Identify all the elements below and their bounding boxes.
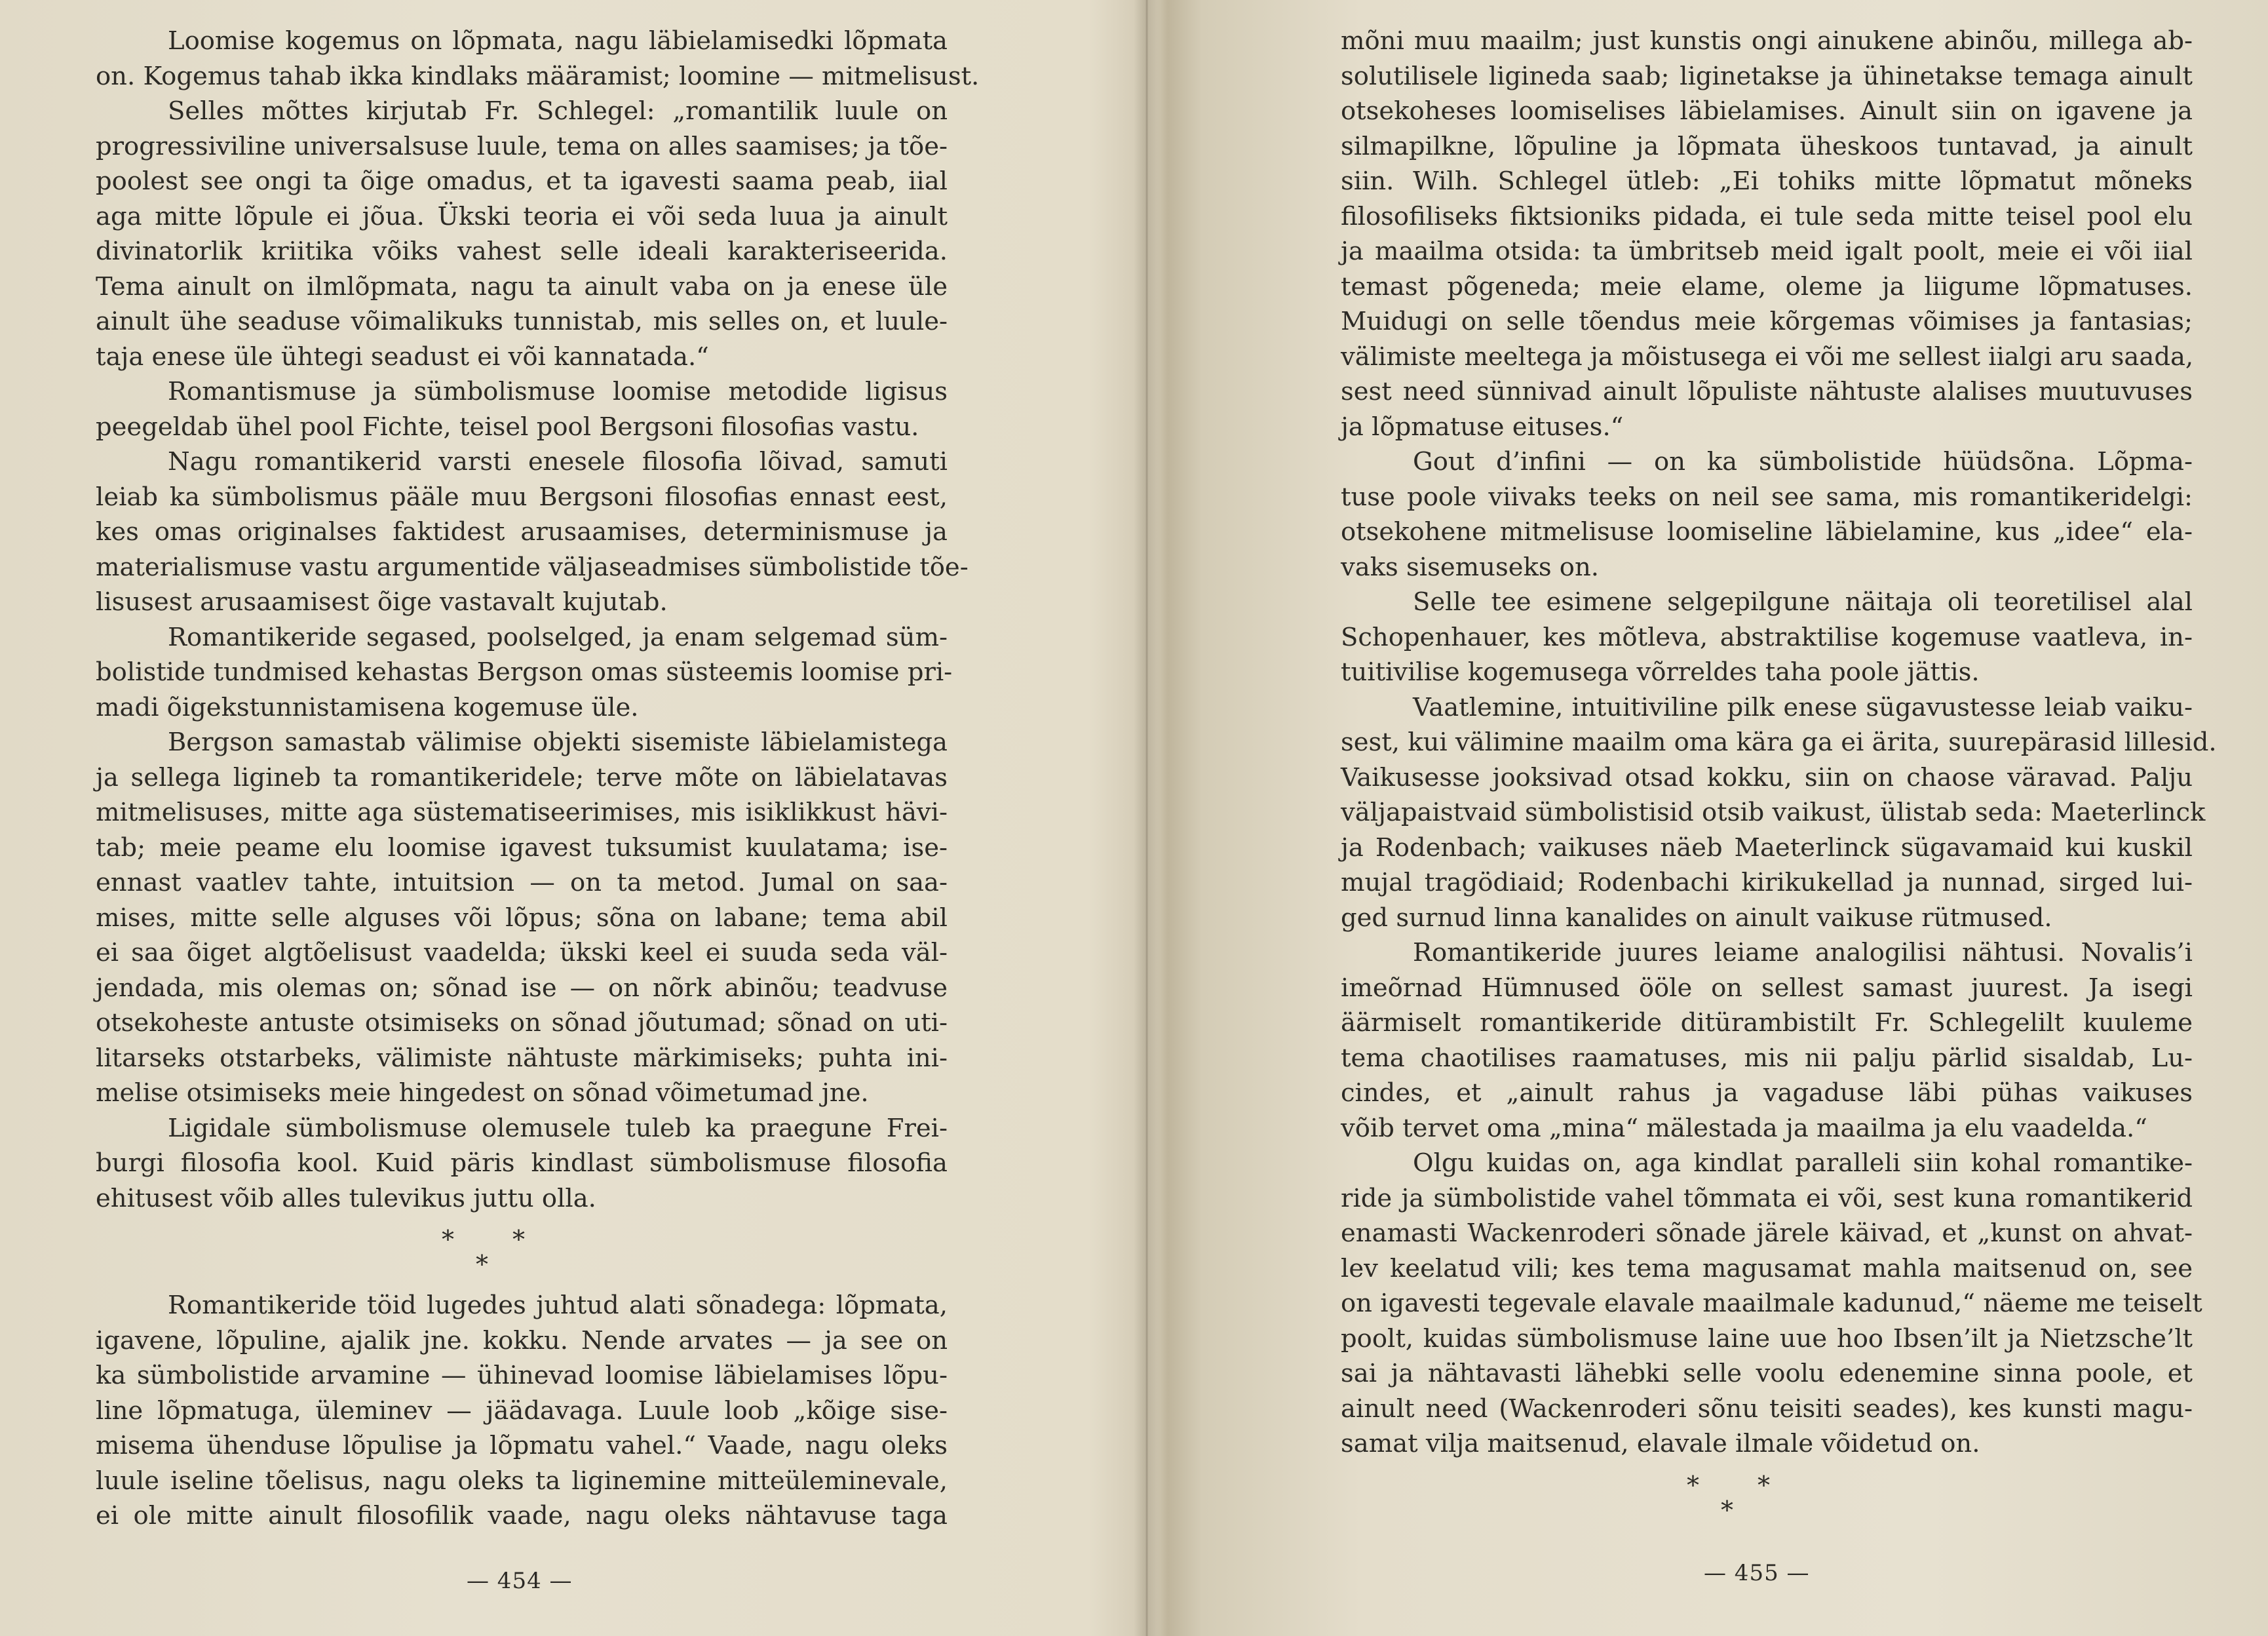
text-line: Olgu kuidas on, aga kindlat paralleli siin kohal romantike-: [1413, 1148, 2193, 1178]
text-line: Selle tee esimene selgepilgune näitaja oli teoretilisel alal: [1413, 587, 2193, 617]
text-line: solutilisele ligineda saab; liginetakse ja ühinetakse temaga ainult: [1341, 61, 2193, 91]
text-line: luule iseline tõelisus, nagu oleks ta liginemine mitteüleminevale,: [96, 1466, 948, 1496]
text-line: ged surnud linna kanalides on ainult vaikuse rütmused.: [1341, 903, 2052, 933]
text-line: Bergson samastab välimise objekti sisemiste läbielamistega: [168, 728, 948, 757]
text-line: sest need sünnivad ainult lõpuliste nähtuste alalises muutuvuses: [1341, 377, 2193, 406]
text-line: madi õigekstunnistamisena kogemuse üle.: [96, 692, 639, 722]
text-line: litarseks otstarbeks, välimiste nähtuste märkimiseks; puhta ini-: [96, 1043, 948, 1073]
section-separator-right: [1341, 1462, 2193, 1534]
text-line: imeõrnad Hümnused ööle on sellest samast juurest. Ja isegi: [1341, 973, 2193, 1003]
text-line: samat vilja maitsenud, elavale ilmale võidetud on.: [1341, 1429, 1980, 1458]
text-line: materialismuse vastu argumentide väljaseadmises sümbolistide tõe-: [96, 552, 969, 582]
text-line: ei ole mitte ainult filosofilik vaade, nagu oleks nähtavuse taga: [96, 1501, 948, 1530]
text-line: peegeldab ühel pool Fichte, teisel pool Bergsoni filosofias vastu.: [96, 412, 919, 442]
text-line: otsekoheses loomiselises läbielamises. Ainult siin on igavene ja: [1341, 96, 2193, 126]
text-line: filosofiliseks fiktsioniks pidada, ei tule seda mitte teisel pool elu: [1341, 201, 2193, 231]
text-line: line lõpmatuga, üleminev — jäädavaga. Luule loob „kõige sise-: [96, 1395, 948, 1426]
left-page: [96, 24, 980, 1534]
text-line: äärmiselt romantikeride ditürambistilt Fr. Schlegelilt kuuleme: [1341, 1008, 2193, 1038]
left-page-text: [96, 24, 980, 1216]
text-line: ride ja sümbolistide vahel tõmmata ei või, sest kuna romantikerid: [1341, 1183, 2193, 1213]
text-line: silmapilkne, lõpuline ja lõpmata üheskoos tuntavad, ja ainult: [1341, 131, 2193, 161]
text-line: ja maailma otsida: ta ümbritseb meid igalt poolt, meie ei või iial: [1341, 237, 2193, 266]
text-line: väljapaistvaid sümbolistisid otsib vaikust, ülistab seda: Maeterlinck: [1341, 798, 2206, 827]
text-line: on igavesti tegevale elavale maailmale kadunud,“ näeme me teiselt: [1341, 1289, 2202, 1318]
text-line: tuitivilise kogemusega võrreldes taha poole jättis.: [1341, 657, 1980, 687]
text-line: mitmelisuses, mitte aga süstematiseerimises, mis isiklikkust hävi-: [96, 798, 948, 827]
text-line: siin. Wilh. Schlegel ütleb: „Ei tohiks mitte lõpmatut mõneks: [1341, 166, 2193, 196]
text-line: välimiste meeltega ja mõistusega ei või me sellest iialgi aru saada,: [1341, 341, 2194, 372]
page-number-left: — 454 —: [467, 1568, 573, 1594]
text-line: ehitusest võib alles tulevikus juttu olla.: [96, 1183, 596, 1213]
text-line: Nagu romantikerid varsti enesele filosofia lõivad, samuti: [168, 447, 948, 477]
text-line: Schopenhauer, kes mõtleva, abstraktilise kogemuse vaatleva, in-: [1341, 622, 2193, 652]
text-line: taja enese üle ühtegi seadust ei või kannatada.“: [96, 341, 709, 372]
separator-star: *: [512, 1225, 525, 1254]
text-line: võib tervet oma „mina“ mälestada ja maailma ja elu vaadelda.“: [1341, 1113, 2147, 1143]
text-line: Romantismuse ja sümbolismuse loomise metodide ligisus: [168, 377, 948, 406]
text-line: otsekoheste antuste otsimiseks on sõnad jõutumad; sõnad on uti-: [96, 1008, 948, 1038]
text-line: jendada, mis olemas on; sõnad ise — on nõrk abinõu; teadvuse: [96, 973, 948, 1003]
text-line: Selles mõttes kirjutab Fr. Schlegel: „romantilik luule on: [168, 96, 948, 126]
text-line: aga mitte lõpule ei jõua. Ükski teoria ei või seda luua ja ainult: [96, 201, 948, 231]
text-line: ja lõpmatuse eituses.“: [1341, 412, 1624, 442]
text-line: melise otsimiseks meie hingedest on sõnad võimetumad jne.: [96, 1078, 869, 1108]
text-line: on. Kogemus tahab ikka kindlaks määramist; loomine — mitmelisust.: [96, 61, 980, 91]
text-line: burgi filosofia kool. Kuid päris kindlast sümbolismuse filosofia: [96, 1148, 948, 1178]
text-line: ainult ühe seaduse võimalikuks tunnistab, mis selles on, et luule-: [96, 307, 948, 336]
text-line: sest, kui välimine maailm oma kära ga ei ärita, suurepärasid lillesid.: [1341, 728, 2217, 757]
text-line: Vaatlemine, intuitiviline pilk enese sügavustesse leiab vaiku-: [1413, 692, 2193, 722]
right-page-text: [1341, 24, 2217, 1462]
page-number-right: — 455 —: [1704, 1560, 1810, 1586]
text-line: progressiviline universalsuse luule, tema on alles saamises; ja tõe-: [96, 131, 948, 161]
text-line: divinatorlik kriitika võiks vahest selle ideali karakteriseerida.: [96, 237, 948, 266]
text-line: tema chaotilises raamatuses, mis nii palju pärlid sisaldab, Lu-: [1341, 1043, 2193, 1073]
text-line: cindes, et „ainult rahus ja vagaduse läbi pühas vaikuses: [1341, 1078, 2193, 1108]
text-line: Ligidale sümbolismuse olemusele tuleb ka praegune Frei-: [168, 1113, 948, 1143]
separator-star: *: [442, 1225, 454, 1254]
text-line: poolt, kuidas sümbolismuse laine uue hoo Ibsen’ilt ja Nietzsche’lt: [1341, 1323, 2193, 1354]
text-line: Romantikeride segased, poolselged, ja enam selgemad süm-: [168, 622, 948, 652]
text-line: ja sellega ligineb ta romantikeridele; terve mõte on läbielatavas: [96, 762, 948, 792]
separator-star: *: [1721, 1495, 1733, 1525]
left-page-text-continued: [96, 1288, 948, 1534]
text-line: mujal tragödiaid; Rodenbachi kirikukellad ja nunnad, sirged lui-: [1341, 868, 2193, 897]
text-line: kes omas originalses faktidest arusaamises, determinismuse ja: [96, 517, 948, 547]
text-line: Tema ainult on ilmlõpmata, nagu ta ainult vaba on ja enese üle: [96, 271, 948, 302]
separator-star: *: [1687, 1470, 1699, 1500]
text-line: Loomise kogemus on lõpmata, nagu läbielamisedki lõpmata: [168, 26, 948, 56]
text-line: Romantikeride töid lugedes juhtud alati sõnadega: lõpmata,: [168, 1291, 948, 1320]
text-line: leiab ka sümbolismus pääle muu Bergsoni filosofias ennast eest,: [96, 482, 948, 512]
text-line: bolistide tundmised kehastas Bergson omas süsteemis loomise pri-: [96, 657, 953, 687]
book-gutter: [1134, 0, 1160, 1636]
text-line: lisusest arusaamisest õige vastavalt kujutab.: [96, 587, 668, 617]
text-line: enamasti Wackenroderi sõnade järele käivad, et „kunst on ahvat-: [1341, 1218, 2193, 1248]
text-line: poolest see ongi ta õige omadus, et ta igavesti saama peab, iial: [96, 166, 948, 196]
text-line: misema ühenduse lõpulise ja lõpmatu vahel.“ Vaade, nagu oleks: [96, 1431, 948, 1460]
text-line: Muidugi on selle tõendus meie kõrgemas võimises ja fantasias;: [1341, 307, 2193, 336]
separator-star: *: [476, 1250, 488, 1279]
text-line: ka sümbolistide arvamine — ühinevad loomise läbielamises lõpu-: [96, 1361, 948, 1390]
text-line: temast põgeneda; meie elame, oleme ja liigume lõpmatuses.: [1341, 271, 2193, 302]
text-line: Romantikeride juures leiame analogilisi nähtusi. Novalis’i: [1413, 938, 2193, 967]
text-line: sai ja nähtavasti lähebki selle voolu edenemine sinna poole, et: [1341, 1359, 2193, 1388]
text-line: mõni muu maailm; just kunstis ongi ainukene abinõu, millega ab-: [1341, 26, 2193, 56]
text-line: lev keelatud vili; kes tema magusamat mahla maitsenud on, see: [1341, 1253, 2193, 1283]
section-separator-left: [96, 1216, 948, 1288]
text-line: igavene, lõpuline, ajalik jne. kokku. Nende arvates — ja see on: [96, 1325, 948, 1355]
right-page: [1341, 24, 2217, 1534]
text-line: ja Rodenbach; vaikuses näeb Maeterlinck sügavamaid kui kuskil: [1341, 832, 2193, 863]
text-line: ei saa õiget algtõelisust vaadelda; ükski keel ei suuda seda väl-: [96, 938, 948, 967]
text-line: otsekohene mitmelisuse loomiseline läbielamine, kus „idee“ ela-: [1341, 517, 2193, 547]
separator-star: *: [1758, 1470, 1770, 1500]
text-line: Gout d’infini — on ka sümbolistide hüüdsõna. Lõpma-: [1413, 447, 2193, 477]
text-line: ennast vaatlev tahte, intuitsion — on ta metod. Jumal on saa-: [96, 868, 948, 897]
text-line: vaks sisemuseks on.: [1341, 552, 1600, 582]
text-line: mises, mitte selle alguses või lõpus; sõna on labane; tema abil: [96, 903, 948, 933]
text-line: tab; meie peame elu loomise igavest tuksumist kuulatama; ise-: [96, 832, 948, 863]
text-line: tuse poole viivaks teeks on neil see sama, mis romantikeridelgi:: [1341, 482, 2193, 512]
text-line: ainult need (Wackenroderi sõnu teisiti seades), kes kunsti magu-: [1341, 1393, 2193, 1424]
text-line: Vaikusesse jooksivad otsad kokku, siin on chaose väravad. Palju: [1341, 762, 2193, 792]
